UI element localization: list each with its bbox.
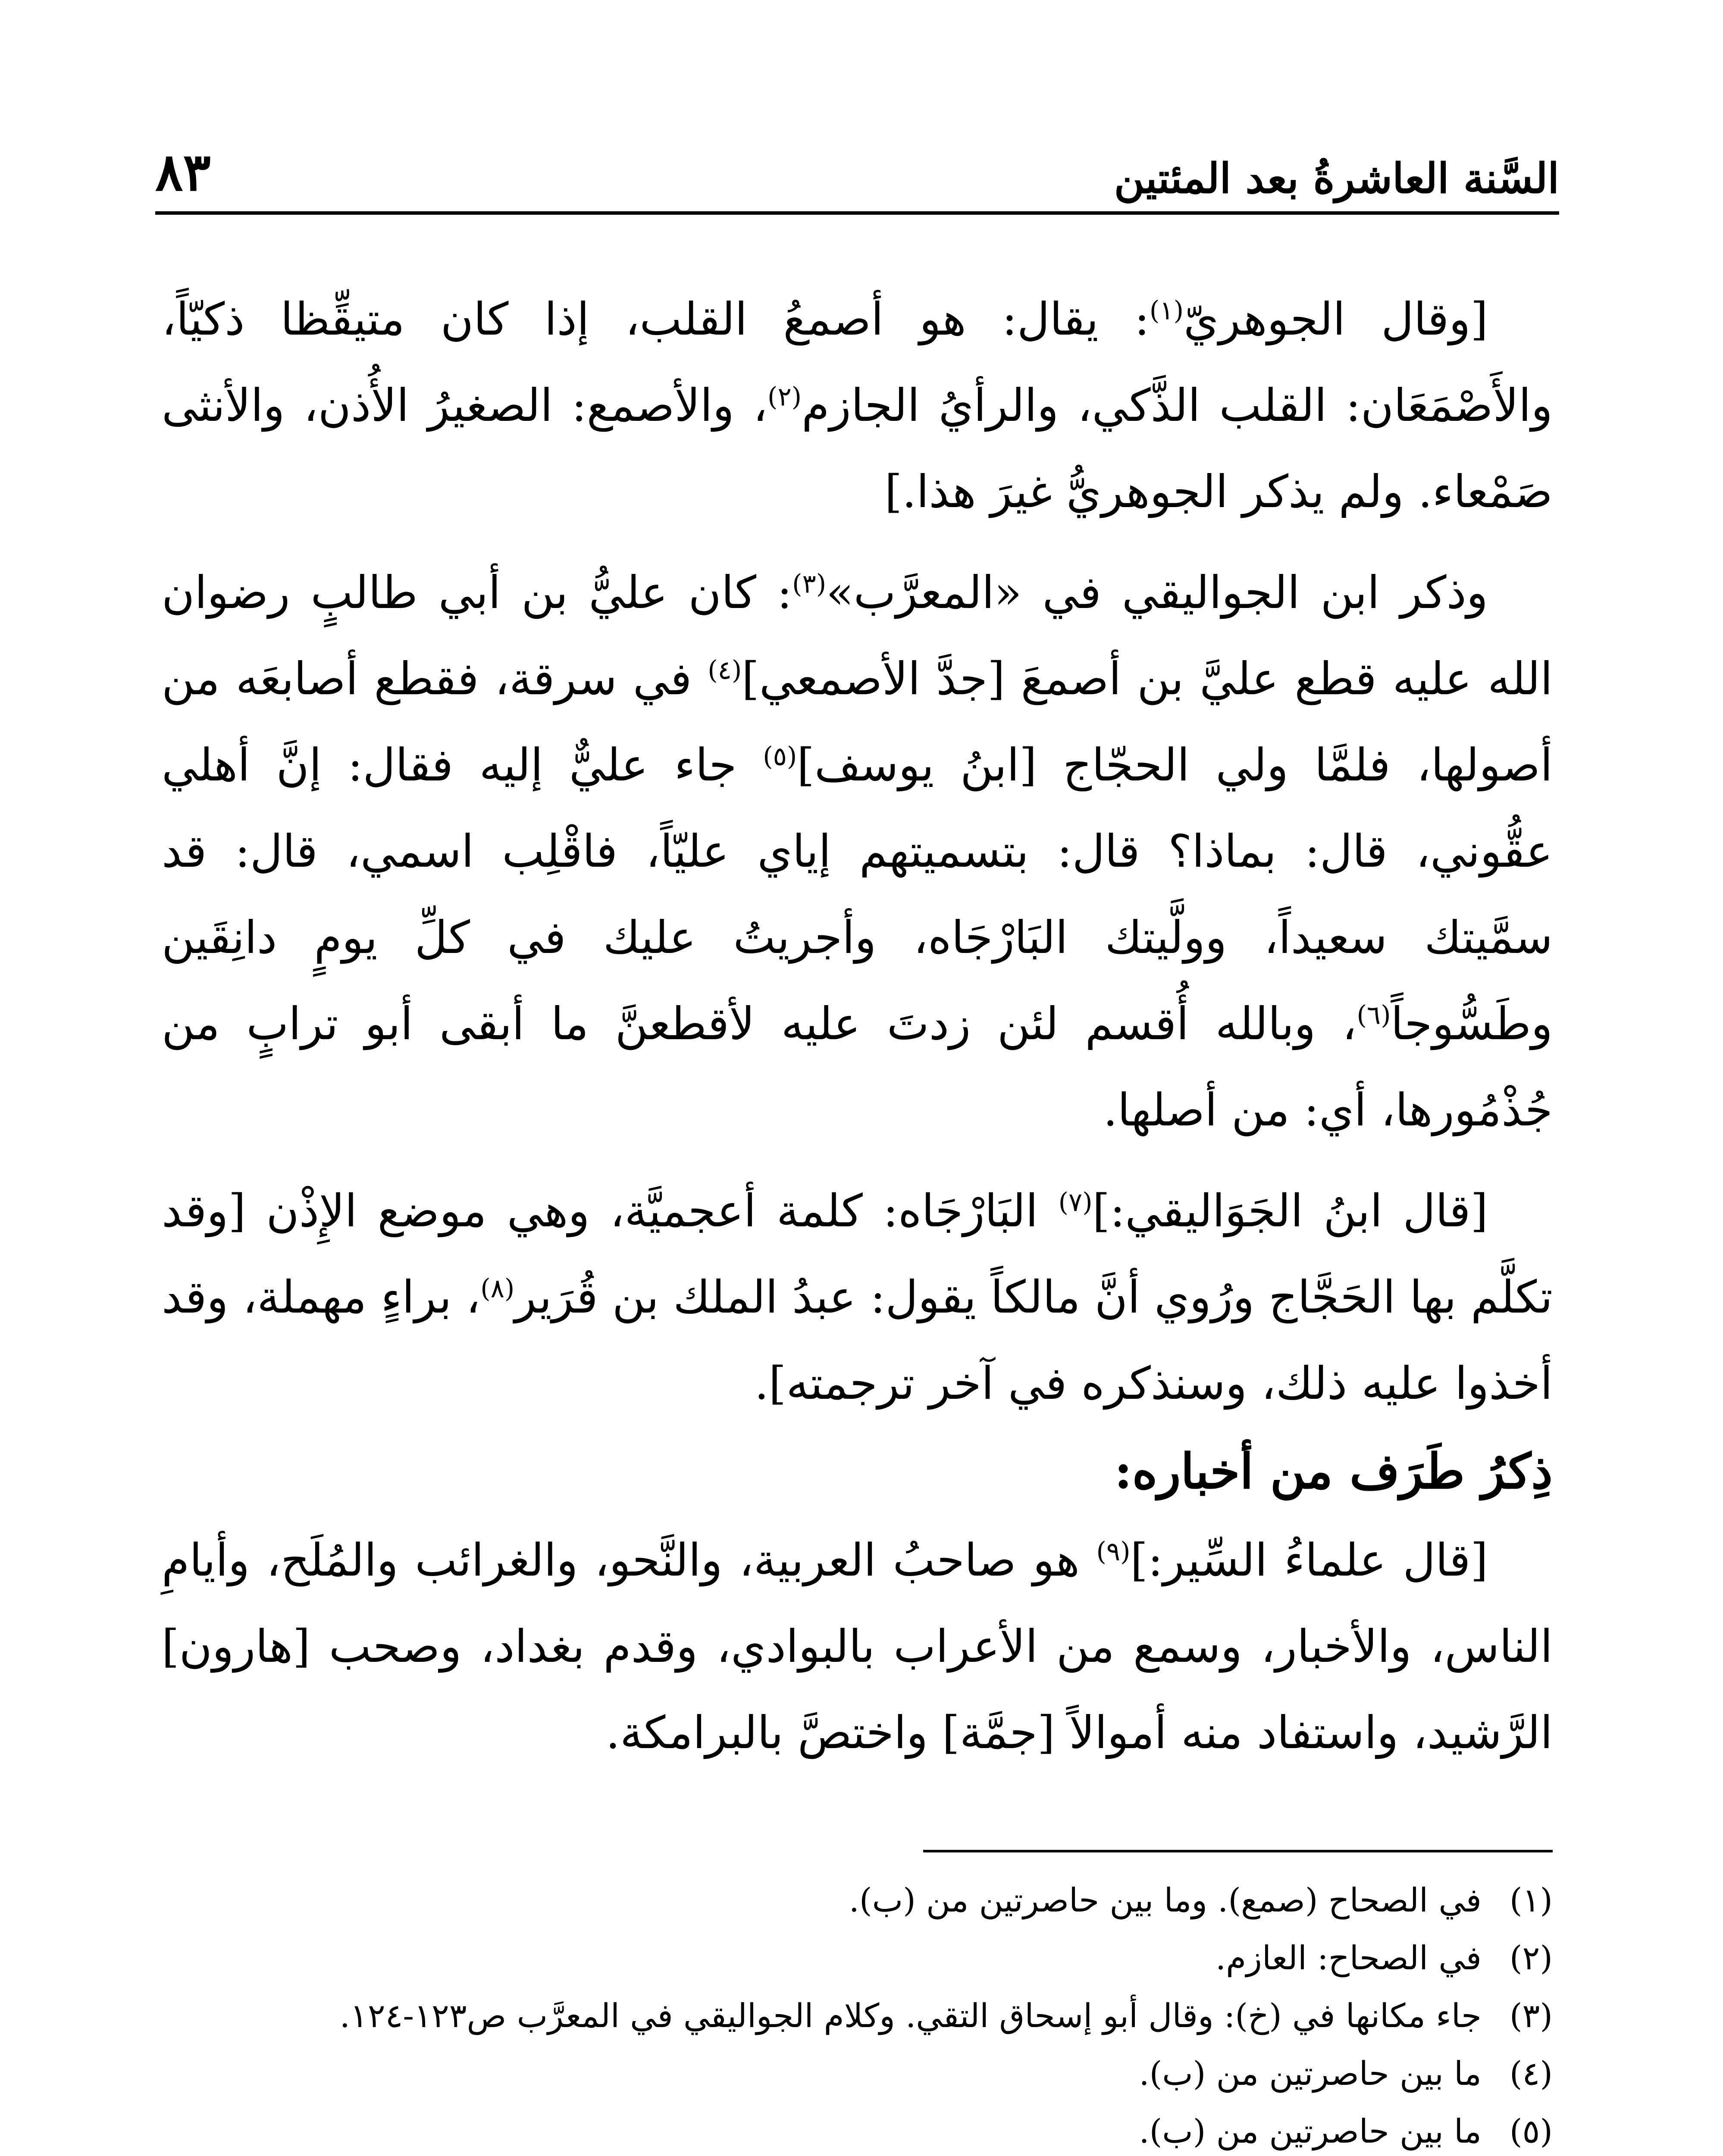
footnote-ref: (٩) — [1096, 1536, 1131, 1567]
text-segment: في سرقة، فقطع أصابعَه من أصولها، فلمَّا ولي الحجّاج [ابنُ يوسف] — [162, 652, 1553, 791]
footnote-ref: (٦) — [1356, 1000, 1391, 1031]
footnote-ref: (٨) — [480, 1273, 515, 1304]
footnote-number: (٣) — [1509, 1996, 1553, 2035]
text-segment: هو صاحبُ العربية، والنَّحو، والغرائب والمُلَح، وأيامِ الناس، والأخبار، وسمع من الأعراب بالبوادي، وقدم بغداد، وصحب [هارون] الرَّشيد، واستفاد منه أموالاً [جمَّة] واختصَّ بالبرامكة. — [162, 1534, 1553, 1759]
footnote-ref: (٥) — [763, 741, 797, 772]
paragraph-barjah — [162, 1168, 1553, 1426]
footnote-number: (١) — [1509, 1881, 1553, 1919]
footnotes — [162, 1871, 1553, 2156]
footnote-ref: (٣) — [792, 569, 827, 599]
text-segment: : كان عليُّ بن أبي طالبٍ رضوان الله عليه قطع عليَّ بن أصمعَ [جدَّ الأصمعي] — [162, 566, 1553, 705]
text-segment: ، والأصمع: الصغيرُ الأُذن، والأنثى صَمْعاء. ولم يذكر الجوهريُّ غيرَ هذا.] — [162, 379, 1553, 518]
text-segment: : يقال: هو أصمعُ القلب، إذا كان متيقِّظا ذكيّاً، والأَصْمَعَان: القلب الذَّكي، والرأيُ الجازم — [162, 293, 1553, 432]
footnote-text: في الصحاح (صمع). وما بين حاصرتين من (ب). — [849, 1881, 1482, 1919]
footnote-text: ما بين حاصرتين من (ب). — [1139, 2112, 1482, 2150]
page-number: ٨٣ — [155, 142, 211, 203]
footnote — [162, 2103, 1553, 2156]
footnote-separator — [923, 1850, 1553, 1852]
footnote-ref: (١) — [1149, 295, 1184, 326]
text-segment: البَارْجَاه: كلمة أعجميَّة، وهي موضع الإِذْن [وقد تكلَّم بها الحَجَّاج ورُوي أنَّ مالكاً يقول: عبدُ الملك بن قُرَير — [162, 1185, 1553, 1323]
paragraph-jawaliqi — [162, 549, 1553, 1153]
paragraph-biography — [162, 1517, 1553, 1776]
footnote-text: ما بين حاصرتين من (ب). — [1139, 2054, 1482, 2093]
footnote-number: (٥) — [1509, 2112, 1553, 2150]
footnote-ref: (٤) — [708, 655, 742, 686]
text-segment: وذكر ابن الجواليقي في «المعرَّب» — [826, 566, 1488, 619]
text-segment: ، براءٍ مهملة، وقد أخذوا عليه ذلك، وسنذكره في آخر ترجمته]. — [162, 1271, 1553, 1410]
main-text — [162, 276, 1553, 1776]
running-title: السَّنة العاشرةُ بعد المئتين — [1114, 154, 1559, 203]
footnote — [162, 2045, 1553, 2103]
footnote-number: (٤) — [1509, 2054, 1553, 2093]
text-segment: [قال ابنُ الجَوَاليقي:] — [1092, 1185, 1488, 1237]
footnote-number: (٢) — [1509, 1939, 1553, 1977]
footnote-text: جاء مكانها في (خ): وقال أبو إسحاق التقي. وكلام الجواليقي في المعرَّب ص١٢٣-١٢٤. — [339, 1996, 1482, 2035]
footnote-text: في الصحاح: العازم. — [1215, 1939, 1482, 1977]
page-header — [155, 129, 1559, 215]
section-heading: ذِكرُ طَرَف من أخباره: — [1114, 1443, 1553, 1500]
footnote-ref: (٢) — [768, 382, 802, 412]
footnote — [162, 1929, 1553, 1987]
paragraph-jawhari — [162, 276, 1553, 535]
text-segment: [قال علماءُ السِّير:] — [1130, 1534, 1488, 1586]
footnote — [162, 1987, 1553, 2045]
footnote — [162, 1871, 1553, 1929]
text-segment: [وقال الجوهريّ — [1184, 293, 1488, 345]
text-segment: جاء عليٌّ إليه فقال: إنَّ أهلي عقُّوني، قال: بماذا؟ قال: بتسميتهم إياي عليّاً، فاقْلِب اسمي، قال: قد سمَّيتك سعيداً، وولَّيتك البَارْجَاه، وأجريتُ عليك في كلِّ يومٍ دانِقَين وطَسُّوجاً — [162, 739, 1553, 1050]
text-segment: ، وبالله أُقسم لئن زدتَ عليه لأقطعنَّ ما أبقى أبو ترابٍ من جُذْمُورها، أي: من أصلها. — [162, 997, 1553, 1136]
footnote-ref: (٧) — [1058, 1187, 1093, 1218]
